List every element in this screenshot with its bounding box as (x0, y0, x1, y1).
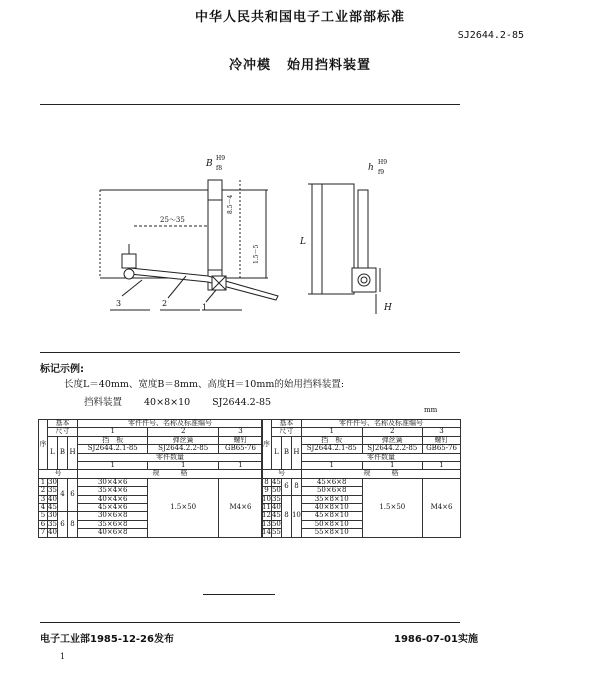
part-1-std: SJ2644.2.1-85 (78, 445, 148, 453)
fit-B-den: f8 (216, 165, 223, 172)
part-3-name: 螺钉 (218, 436, 262, 444)
header-size: 尺寸 (271, 428, 301, 436)
technical-drawing (90, 150, 420, 320)
signature-line (203, 594, 275, 595)
row-plate: 50×8×10 (301, 520, 362, 528)
row-no: 10 (262, 494, 271, 503)
header-seq: 序 (262, 420, 272, 470)
row-L: 45 (48, 503, 57, 512)
part-3-std: GB65-76 (423, 445, 461, 453)
col-2: 2 (362, 428, 423, 436)
dim-15-5: 1.5～5 (253, 244, 260, 264)
row-plate: 55×8×10 (301, 529, 362, 537)
spec-label: 规 格 (301, 470, 460, 478)
example-heading: 标记示例: (40, 364, 84, 375)
col-2: 2 (148, 428, 218, 436)
example-std: SJ2644.2-85 (212, 397, 272, 408)
group-H: 8 (68, 512, 78, 537)
qty-label: 零件数量 (301, 453, 460, 461)
qty-1: 1 (301, 462, 362, 470)
spec-label: 规 格 (78, 470, 263, 478)
row-no: 12 (262, 511, 271, 520)
row-plate: 40×8×10 (301, 504, 362, 512)
row-no: 14 (262, 528, 271, 537)
row-L: 45 (271, 511, 281, 520)
row-no: 2 (39, 487, 48, 495)
row-no: 13 (262, 519, 271, 528)
qty-label: 零件数量 (78, 453, 263, 461)
row-plate: 35×6×8 (78, 520, 148, 528)
document-title (0, 54, 600, 73)
qty-1: 1 (78, 462, 148, 470)
example-spec: 40×8×10 (144, 397, 191, 408)
qty-2: 1 (362, 462, 423, 470)
row-L: 55 (271, 528, 281, 537)
publication-date: 电子工业部1985-12-26发布 (40, 634, 174, 645)
row-plate: 35×8×10 (301, 495, 362, 503)
row-L: 45 (271, 477, 281, 486)
part-1-std: SJ2644.2.1-85 (301, 445, 362, 453)
col-3: 3 (423, 428, 461, 436)
row-no: 11 (262, 503, 271, 512)
header-B: B (58, 436, 68, 470)
side-view-body (322, 184, 354, 294)
row-no: 9 (262, 487, 272, 495)
page-number: 1 (60, 652, 66, 661)
row-plate: 45×8×10 (301, 512, 362, 520)
spring-spec: 1.5×50 (148, 478, 218, 537)
header-parts: 零件件号、名称及标准编号 (301, 420, 460, 428)
spec-table-right (261, 419, 461, 538)
screw-spec: M4×6 (423, 478, 461, 537)
row-no: 3 (39, 495, 48, 503)
col-3: 3 (218, 428, 262, 436)
header-size: 尺寸 (48, 428, 78, 436)
label-L: L (300, 237, 306, 247)
header-L: L (271, 436, 281, 470)
row-plate: 30×4×6 (78, 478, 148, 486)
spring (130, 268, 278, 300)
row-L: 30 (48, 477, 57, 486)
header-no: 号 (262, 470, 302, 478)
row-L: 40 (48, 494, 57, 503)
fit-h-num: H9 (378, 159, 388, 166)
example-description: 长度L＝40mm、宽度B＝8mm、高度H＝10mm的始用挡料装置: (64, 379, 345, 390)
group-B: 8 (281, 495, 291, 537)
qty-3: 1 (218, 462, 262, 470)
row-L: 50 (271, 486, 281, 495)
middle-rule (40, 352, 460, 353)
spec-table-left (38, 419, 263, 538)
part-1-name: 挡 板 (78, 436, 148, 444)
row-L: 35 (271, 494, 281, 503)
label-H: H (384, 303, 392, 313)
example-name: 挡料装置 (84, 397, 123, 408)
row-plate: 40×6×8 (78, 529, 148, 537)
title-part-2: 始用挡料装置 (287, 58, 372, 73)
part-3-label: 3 (116, 299, 122, 308)
header-base: 基本 (271, 420, 301, 428)
part-2-std: SJ2644.2.2-85 (362, 445, 423, 453)
header-no: 号 (39, 470, 78, 478)
group-B: 6 (58, 512, 68, 537)
row-plate: 35×4×6 (78, 487, 148, 495)
top-rule (40, 104, 460, 105)
row-L: 40 (271, 503, 281, 512)
row-no: 4 (39, 504, 48, 512)
fit-B-num: H9 (216, 155, 226, 162)
standard-number: SJ2644.2-85 (457, 30, 524, 41)
row-plate: 45×4×6 (78, 504, 148, 512)
part-1-label: 1 (202, 303, 208, 312)
header-H: H (291, 436, 301, 470)
part-2-std: SJ2644.2.2-85 (148, 445, 218, 453)
row-plate: 40×4×6 (78, 495, 148, 503)
row-L: 35 (48, 486, 57, 495)
qty-3: 1 (423, 462, 461, 470)
row-plate: 30×6×8 (78, 512, 148, 520)
row-no: 1 (39, 478, 48, 486)
header-B: B (281, 436, 291, 470)
row-no: 7 (39, 529, 48, 537)
row-L: 30 (48, 511, 57, 520)
col-1: 1 (78, 428, 148, 436)
row-L: 35 (48, 519, 57, 528)
header-parts: 零件件号、名称及标准编号 (78, 420, 263, 428)
row-L: 50 (271, 519, 281, 528)
implementation-date: 1986-07-01实施 (394, 634, 478, 645)
dim-8-5: 8.5～4 (227, 194, 234, 214)
fit-h-den: f9 (378, 169, 385, 176)
stop-bar (208, 180, 222, 290)
issuer-title: 中华人民共和国电子工业部部标准 (194, 10, 405, 25)
unit-label: mm (424, 406, 438, 414)
header-H: H (68, 436, 78, 470)
example-marking (84, 394, 293, 408)
group-H: 8 (291, 478, 301, 495)
spring-spec: 1.5×50 (362, 478, 423, 537)
bottom-rule (40, 622, 460, 623)
title-part-1: 冷冲模 (228, 58, 271, 73)
col-1: 1 (301, 428, 362, 436)
part-2-name: 弹丝簧 (148, 436, 218, 444)
screw-spec: M4×6 (218, 478, 262, 537)
screw-head (122, 254, 136, 268)
header-L: L (48, 436, 58, 470)
part-3-name: 螺钉 (423, 436, 461, 444)
row-plate: 45×6×8 (301, 478, 362, 486)
row-no: 6 (39, 520, 48, 528)
part-1-name: 挡 板 (301, 436, 362, 444)
row-plate: 50×6×8 (301, 487, 362, 495)
part-2-name: 弹丝簧 (362, 436, 423, 444)
row-no: 5 (39, 512, 48, 520)
group-B: 6 (281, 478, 291, 495)
row-L: 40 (48, 528, 57, 537)
group-H: 6 (68, 478, 78, 512)
part-2-label: 2 (162, 299, 168, 308)
label-B: B (206, 159, 213, 169)
header-seq: 序 (39, 420, 48, 470)
header-base: 基本 (48, 420, 78, 428)
dim-25-35: 25～35 (160, 216, 185, 224)
row-no: 8 (262, 478, 272, 486)
label-h: h (368, 163, 374, 173)
part-3-std: GB65-76 (218, 445, 262, 453)
qty-2: 1 (148, 462, 218, 470)
table-row (262, 478, 461, 486)
group-H: 10 (291, 495, 301, 537)
table-row (39, 478, 263, 486)
group-B: 4 (58, 478, 68, 512)
